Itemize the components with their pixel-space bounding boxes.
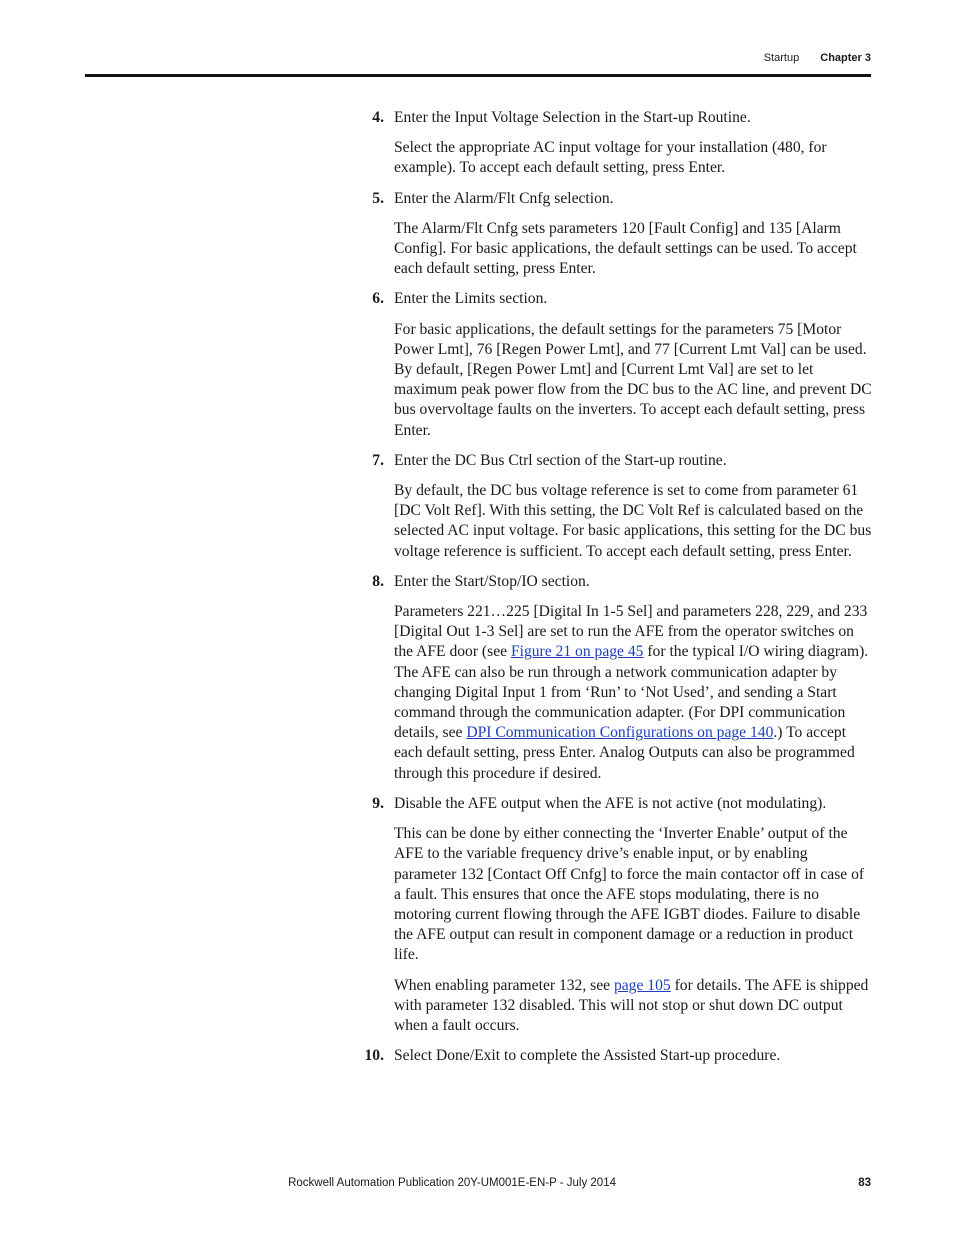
- step-7: [358, 451, 872, 471]
- body-text: for the typical I/O wiring diagram). The AFE can also be run through a network communication adapter by changing Digital Input 1 from ‘Run’ to ‘Not Used’, and sending a Start command through the communication adapter. (For DPI communication details, see: [394, 643, 869, 742]
- step-title: Enter the DC Bus Ctrl section of the Start-up routine.: [394, 451, 727, 469]
- step-4: [358, 108, 872, 128]
- running-header: [764, 52, 871, 64]
- body-text: When enabling parameter 132, see: [394, 976, 614, 994]
- step-body: By default, the DC bus voltage reference is set to come from parameter 61 [DC Volt Ref]. With this setting, the DC Volt Ref is calculated based on the selected AC input voltage. For basic applications, this setting for the DC bus voltage reference is sufficient. To accept each default setting, press Enter.: [394, 482, 872, 560]
- step-body: This can be done by either connecting the ‘Inverter Enable’ output of the AFE to the variable frequency drive’s enable input, or by enabling parameter 132 [Contact Off Cnfg] to force the main contactor off in case of a fault. This ensures that once the AFE stops modulating, there is no motoring current flowing through the AFE IGBT diodes. Failure to disable the AFE output can result in component damage or a reduction in product life.: [394, 825, 865, 964]
- step-number: 10.: [364, 1047, 384, 1065]
- step-number: 6.: [372, 290, 384, 308]
- figure-21-link[interactable]: Figure 21 on page 45: [510, 643, 644, 661]
- page-105-link[interactable]: page 105: [613, 976, 671, 994]
- step-number: 9.: [372, 794, 384, 812]
- dpi-communication-link[interactable]: DPI Communication Configurations on page 140: [466, 724, 774, 742]
- step-title: Select Done/Exit to complete the Assisted Start-up procedure.: [394, 1047, 781, 1065]
- step-number: 7.: [372, 451, 384, 469]
- step-body-note: [358, 976, 872, 1037]
- step-title: Enter the Alarm/Flt Cnfg selection.: [394, 189, 614, 207]
- step-body: For basic applications, the default settings for the parameters 75 [Motor Power Lmt], 76 [Regen Power Lmt], and 77 [Current Lmt Val] can be used. By default, [Regen Power Lmt] and [Current Lmt Val] are set to let maximum peak power flow from the DC bus to the AC line, and prevent DC bus overvoltage faults on the inverters. To accept each default setting, press Enter.: [394, 320, 872, 439]
- step-title: Enter the Input Voltage Selection in the Start-up Routine.: [394, 109, 751, 126]
- step-title: Disable the AFE output when the AFE is not active (not modulating).: [394, 794, 827, 812]
- step-title: Enter the Start/Stop/IO section.: [394, 572, 590, 590]
- step-number: 5.: [372, 189, 384, 207]
- step-6: [358, 289, 872, 309]
- step-body: Select the appropriate AC input voltage for your installation (480, for example). To accept each default setting, press Enter.: [394, 139, 827, 177]
- step-number: 4.: [372, 109, 384, 126]
- step-10: [358, 1046, 872, 1066]
- header-chapter: Chapter 3: [820, 52, 871, 64]
- step-5: [358, 189, 872, 209]
- body-text: Parameters 221…225 [Digital In 1-5 Sel] and parameters 228, 229, and 233 [Digital Out 1-3 Sel] are set to run the AFE from the operator switches on the AFE door (see: [394, 603, 868, 661]
- step-body: [358, 602, 872, 784]
- publication-info: Rockwell Automation Publication 20Y-UM001E-EN-P - July 2014: [288, 1177, 616, 1189]
- step-body: The Alarm/Flt Cnfg sets parameters 120 [Fault Config] and 135 [Alarm Config]. For basic applications, the default settings can be used. To accept each default setting, press Enter.: [394, 219, 857, 278]
- body-text: .) To accept each default setting, press Enter. Analog Outputs can also be programmed through this procedure if desired.: [394, 724, 855, 782]
- step-number: 8.: [372, 572, 384, 590]
- page-number: 83: [858, 1177, 871, 1189]
- header-section: Startup: [763, 52, 800, 64]
- header-rule: [85, 74, 871, 77]
- procedure-steps: [358, 108, 872, 1076]
- body-text: for details. The AFE is shipped with parameter 132 disabled. This will not stop or shut down DC output when a fault occurs.: [394, 976, 869, 1034]
- step-8: [358, 572, 872, 592]
- step-9: [358, 794, 872, 814]
- step-title: Enter the Limits section.: [394, 290, 548, 308]
